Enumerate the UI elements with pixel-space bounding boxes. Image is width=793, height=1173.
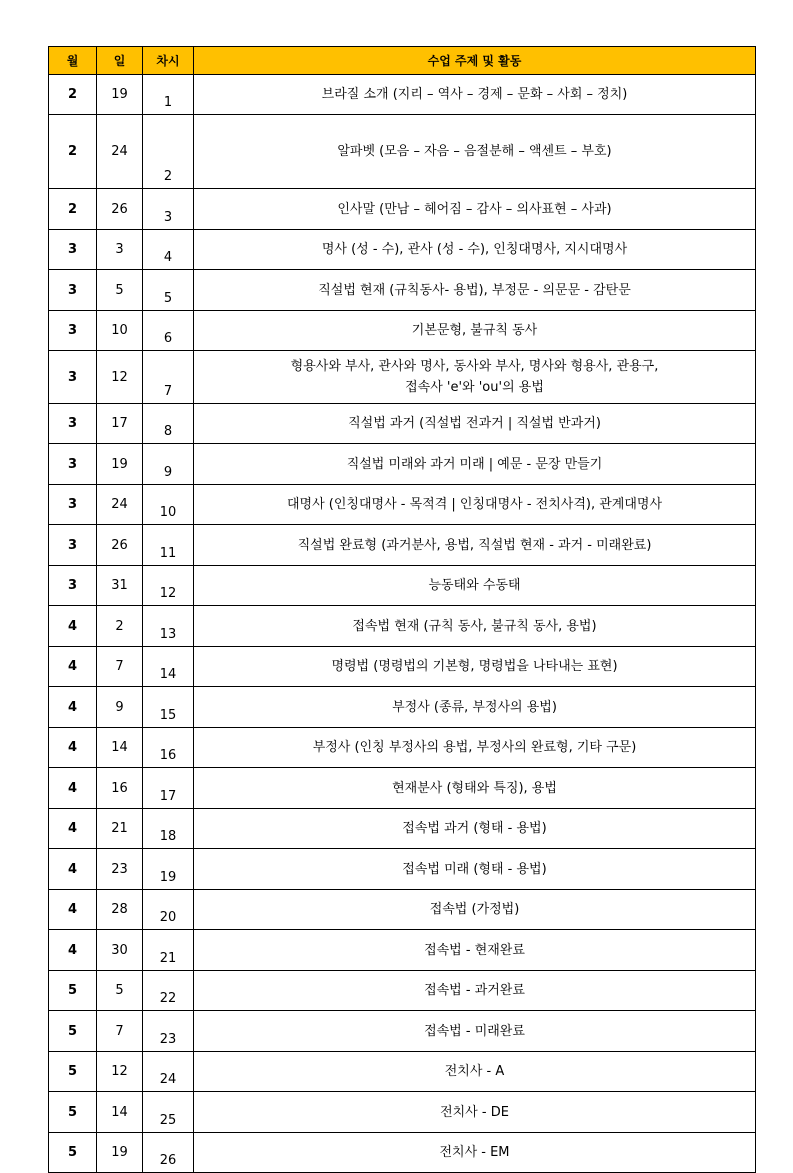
- day-cell: 12: [97, 1052, 143, 1092]
- session-cell: 7: [143, 351, 194, 404]
- month-cell: 2: [49, 189, 97, 230]
- month-cell: 3: [49, 566, 97, 606]
- session-cell: 12: [143, 566, 194, 606]
- session-cell: 20: [143, 890, 194, 930]
- topic-cell: 전치사 - EM: [194, 1133, 756, 1173]
- session-cell: 2: [143, 115, 194, 189]
- month-cell: 4: [49, 606, 97, 647]
- day-cell: 17: [97, 404, 143, 444]
- schedule-table: [48, 46, 756, 1173]
- topic-cell: 전치사 - DE: [194, 1092, 756, 1133]
- day-cell: 23: [97, 849, 143, 890]
- table-row: [49, 1133, 756, 1173]
- topic-cell: 접속법 (가정법): [194, 890, 756, 930]
- session-cell: 19: [143, 849, 194, 890]
- day-cell: 24: [97, 485, 143, 525]
- table-row: [49, 1092, 756, 1133]
- day-cell: 30: [97, 930, 143, 971]
- session-cell: 5: [143, 270, 194, 311]
- month-cell: 4: [49, 647, 97, 687]
- session-cell: 16: [143, 728, 194, 768]
- month-cell: 4: [49, 809, 97, 849]
- header-session: 차시: [143, 47, 194, 75]
- month-cell: 5: [49, 1052, 97, 1092]
- table-row: [49, 1052, 756, 1092]
- table-row: [49, 189, 756, 230]
- topic-cell: 접속법 - 현재완료: [194, 930, 756, 971]
- day-cell: 2: [97, 606, 143, 647]
- table-row: [49, 647, 756, 687]
- day-cell: 5: [97, 270, 143, 311]
- header-topic: 수업 주제 및 활동: [194, 47, 756, 75]
- table-row: [49, 230, 756, 270]
- topic-cell: 브라질 소개 (지리 – 역사 – 경제 – 문화 – 사회 – 정치): [194, 75, 756, 115]
- table-row: [49, 728, 756, 768]
- topic-cell: 접속법 현재 (규칙 동사, 불규칙 동사, 용법): [194, 606, 756, 647]
- table-row: [49, 270, 756, 311]
- table-row: [49, 444, 756, 485]
- table-row: [49, 1011, 756, 1052]
- day-cell: 28: [97, 890, 143, 930]
- session-cell: 11: [143, 525, 194, 566]
- topic-cell: 접속법 - 과거완료: [194, 971, 756, 1011]
- table-row: [49, 930, 756, 971]
- day-cell: 3: [97, 230, 143, 270]
- table-row: [49, 687, 756, 728]
- table-row: [49, 75, 756, 115]
- day-cell: 19: [97, 75, 143, 115]
- month-cell: 3: [49, 351, 97, 404]
- month-cell: 3: [49, 525, 97, 566]
- topic-line-2: 접속사 'e'와 'ou'의 용법: [405, 380, 544, 395]
- day-cell: 9: [97, 687, 143, 728]
- session-cell: 25: [143, 1092, 194, 1133]
- table-row: [49, 485, 756, 525]
- day-cell: 24: [97, 115, 143, 189]
- month-cell: 5: [49, 1133, 97, 1173]
- header-day: 일: [97, 47, 143, 75]
- topic-line-1: 형용사와 부사, 관사와 명사, 동사와 부사, 명사와 형용사, 관용구,: [290, 359, 659, 374]
- topic-cell: 부정사 (인칭 부정사의 용법, 부정사의 완료형, 기타 구문): [194, 728, 756, 768]
- month-cell: 4: [49, 768, 97, 809]
- month-cell: 4: [49, 687, 97, 728]
- table-row: [49, 971, 756, 1011]
- topic-cell: 직설법 미래와 과거 미래 | 예문 - 문장 만들기: [194, 444, 756, 485]
- session-cell: 18: [143, 809, 194, 849]
- table-row: [49, 566, 756, 606]
- session-cell: 24: [143, 1052, 194, 1092]
- month-cell: 3: [49, 444, 97, 485]
- topic-cell: 접속법 - 미래완료: [194, 1011, 756, 1052]
- topic-cell: 인사말 (만남 – 헤어짐 – 감사 – 의사표현 – 사과): [194, 189, 756, 230]
- topic-cell: 직설법 과거 (직설법 전과거 | 직설법 반과거): [194, 404, 756, 444]
- day-cell: 19: [97, 1133, 143, 1173]
- session-cell: 17: [143, 768, 194, 809]
- session-cell: 10: [143, 485, 194, 525]
- session-cell: 23: [143, 1011, 194, 1052]
- topic-cell: [194, 351, 756, 404]
- month-cell: 5: [49, 1092, 97, 1133]
- topic-cell: 알파벳 (모음 – 자음 – 음절분해 – 액센트 – 부호): [194, 115, 756, 189]
- day-cell: 14: [97, 1092, 143, 1133]
- month-cell: 3: [49, 230, 97, 270]
- table-row: [49, 809, 756, 849]
- topic-cell: 능동태와 수동태: [194, 566, 756, 606]
- session-cell: 26: [143, 1133, 194, 1173]
- topic-cell: 기본문형, 불규칙 동사: [194, 311, 756, 351]
- month-cell: 2: [49, 75, 97, 115]
- topic-cell: 접속법 미래 (형태 - 용법): [194, 849, 756, 890]
- table-row: [49, 404, 756, 444]
- day-cell: 7: [97, 647, 143, 687]
- month-cell: 5: [49, 1011, 97, 1052]
- topic-cell: 전치사 - A: [194, 1052, 756, 1092]
- table-row: [49, 606, 756, 647]
- header-row: [49, 47, 756, 75]
- day-cell: 16: [97, 768, 143, 809]
- month-cell: 4: [49, 890, 97, 930]
- session-cell: 21: [143, 930, 194, 971]
- table-row: [49, 890, 756, 930]
- session-cell: 3: [143, 189, 194, 230]
- topic-cell: 현재분사 (형태와 특징), 용법: [194, 768, 756, 809]
- session-cell: 1: [143, 75, 194, 115]
- day-cell: 31: [97, 566, 143, 606]
- session-cell: 22: [143, 971, 194, 1011]
- topic-cell: 대명사 (인칭대명사 - 목적격 | 인칭대명사 - 전치사격), 관계대명사: [194, 485, 756, 525]
- topic-cell: 부정사 (종류, 부정사의 용법): [194, 687, 756, 728]
- month-cell: 4: [49, 728, 97, 768]
- month-cell: 3: [49, 485, 97, 525]
- session-cell: 15: [143, 687, 194, 728]
- table-row: [49, 311, 756, 351]
- month-cell: 3: [49, 270, 97, 311]
- day-cell: 21: [97, 809, 143, 849]
- day-cell: 26: [97, 189, 143, 230]
- topic-cell: 명사 (성 - 수), 관사 (성 - 수), 인칭대명사, 지시대명사: [194, 230, 756, 270]
- session-cell: 9: [143, 444, 194, 485]
- day-cell: 12: [97, 351, 143, 404]
- session-cell: 6: [143, 311, 194, 351]
- table-row: [49, 849, 756, 890]
- month-cell: 2: [49, 115, 97, 189]
- topic-cell: 접속법 과거 (형태 - 용법): [194, 809, 756, 849]
- session-cell: 14: [143, 647, 194, 687]
- month-cell: 4: [49, 930, 97, 971]
- topic-cell: 명령법 (명령법의 기본형, 명령법을 나타내는 표현): [194, 647, 756, 687]
- table-row: [49, 115, 756, 189]
- session-cell: 8: [143, 404, 194, 444]
- month-cell: 3: [49, 311, 97, 351]
- month-cell: 5: [49, 971, 97, 1011]
- topic-cell: 직설법 현재 (규칙동사- 용법), 부정문 - 의문문 - 감탄문: [194, 270, 756, 311]
- day-cell: 19: [97, 444, 143, 485]
- month-cell: 3: [49, 404, 97, 444]
- session-cell: 4: [143, 230, 194, 270]
- table-row: [49, 525, 756, 566]
- day-cell: 5: [97, 971, 143, 1011]
- topic-cell: 직설법 완료형 (과거분사, 용법, 직설법 현재 - 과거 - 미래완료): [194, 525, 756, 566]
- day-cell: 10: [97, 311, 143, 351]
- table-row: [49, 351, 756, 404]
- day-cell: 26: [97, 525, 143, 566]
- day-cell: 7: [97, 1011, 143, 1052]
- table-row: [49, 768, 756, 809]
- month-cell: 4: [49, 849, 97, 890]
- session-cell: 13: [143, 606, 194, 647]
- header-month: 월: [49, 47, 97, 75]
- day-cell: 14: [97, 728, 143, 768]
